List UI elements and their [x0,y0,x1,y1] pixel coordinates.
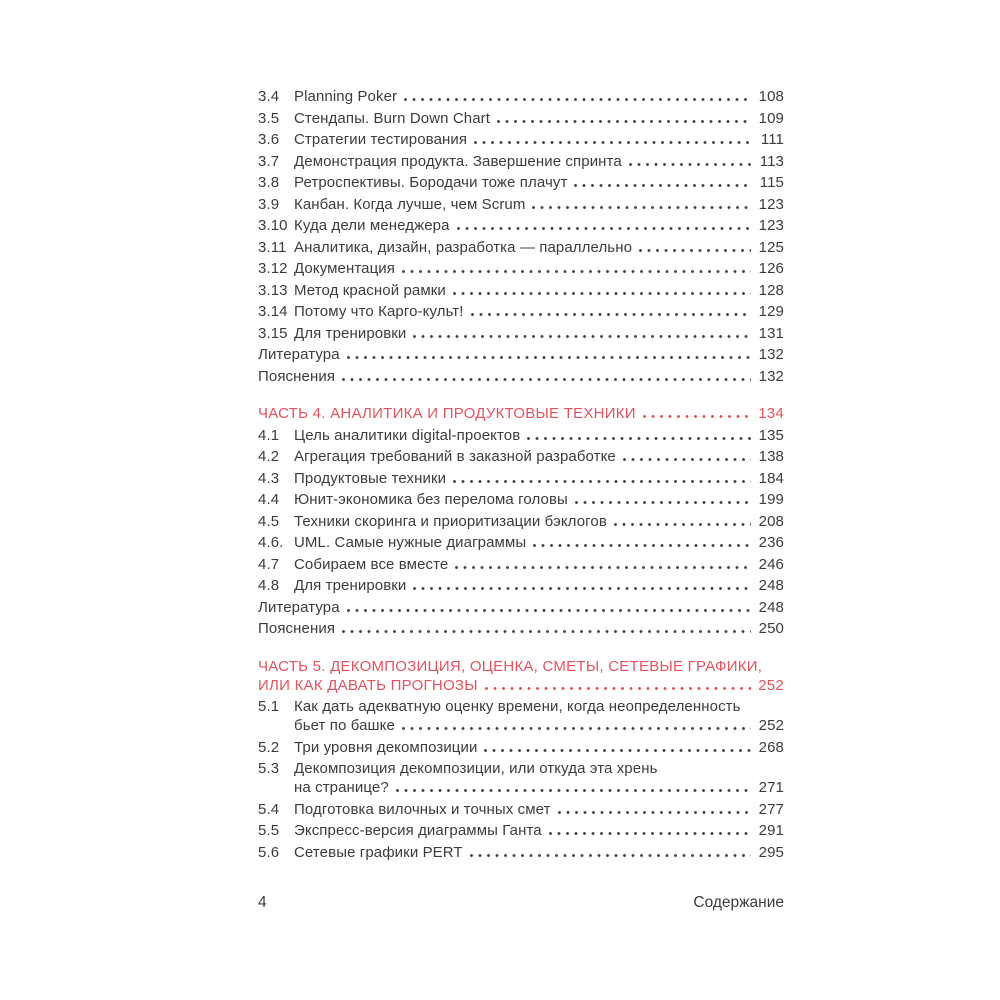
toc-entry-number: 3.7 [258,152,280,170]
toc-entry-title: UML. Самые нужные диаграммы [294,534,527,551]
toc-entry-title: Экспресс-версия диаграммы Ганта [294,822,542,839]
dot-leader [342,630,751,633]
toc-row [258,801,784,823]
toc-entry-page: 295 [758,843,784,861]
toc-row [258,325,784,347]
toc-entry-page: 108 [758,88,784,105]
toc-entry-title: Литература [258,598,340,616]
toc-entry-number: 3.10 [258,217,288,234]
toc-entry-title: Стратегии тестирования [294,131,468,148]
toc-entry-number: 5.3 [258,760,280,777]
toc-entry-page: 246 [758,555,784,573]
toc-entry-page: 236 [758,534,784,551]
toc-row [258,196,784,218]
toc-entry-page: 131 [758,324,784,342]
toc-row [258,131,784,153]
toc-entry-page: 109 [758,109,784,127]
toc-entry-title: Собираем все вместе [294,555,449,573]
toc-entry-title: ИЛИ КАК ДАВАТЬ ПРОГНОЗЫ [258,676,478,694]
dot-leader [396,789,751,792]
toc-entry-title: Planning Poker [294,88,398,105]
toc-row [258,303,784,325]
toc-row [258,779,784,801]
dot-leader [453,480,751,483]
toc-entry-title: Канбан. Когда лучше, чем Scrum [294,195,526,213]
toc-entry-title: Ретроспективы. Бородачи тоже плачут [294,174,568,191]
dot-leader [342,378,751,381]
dot-leader [455,566,751,569]
toc-entry-title: ЧАСТЬ 5. ДЕКОМПОЗИЦИЯ, ОЦЕНКА, СМЕТЫ, СЕТЕВЫЕ ГРАФИКИ, [258,657,763,675]
dot-leader [614,523,751,526]
toc-entry-title: Пояснения [258,620,336,637]
dot-leader [629,163,751,166]
toc-row [258,346,784,368]
dot-leader [497,120,751,123]
toc-entry-title: Демонстрация продукта. Завершение спринта [294,152,622,170]
dot-leader [402,270,751,273]
toc-entry-title: Потому что Карго-культ! [294,303,464,320]
toc-entry-page: 132 [758,367,784,385]
toc-row [258,368,784,390]
toc-section [258,405,784,642]
dot-leader [413,587,751,590]
dot-leader [474,141,751,144]
toc-entry-page: 123 [758,195,784,213]
toc-entry-page: 199 [758,491,784,508]
toc-entry-number: 3.15 [258,324,288,342]
toc-row [258,577,784,599]
toc-entry-page: 138 [758,448,784,465]
dot-leader [404,98,751,101]
toc-entry-title: Как дать адекватную оценку времени, когда неопределенность [294,698,741,715]
toc-entry-number: 3.12 [258,260,288,277]
toc-entry-number: 4.4 [258,491,280,508]
toc-entry-number: 3.4 [258,88,280,105]
toc-row [258,620,784,642]
toc-entry-title: Пояснения [258,367,336,385]
toc-entry-number: 4.7 [258,555,280,573]
toc-entry-page: 111 [760,131,784,148]
toc-entry-title: ЧАСТЬ 4. АНАЛИТИКА И ПРОДУКТОВЫЕ ТЕХНИКИ [258,405,636,422]
toc-section [258,658,784,866]
toc-row [258,174,784,196]
toc-entry-title: Документация [294,260,396,277]
toc-entry-title: Стендапы. Burn Down Chart [294,109,491,127]
toc-row [258,822,784,844]
dot-leader [574,184,751,187]
dot-leader [639,249,751,252]
toc-entry-number: 3.13 [258,281,288,299]
dot-leader [457,227,751,230]
toc-row [258,491,784,513]
toc-entry-title: Техники скоринга и приоритизации бэклогов [294,512,607,530]
toc-entry-number: 4.1 [258,426,280,444]
dot-leader [532,206,751,209]
toc-entry-title: на странице? [294,779,389,796]
toc-entry-number: 3.14 [258,303,288,320]
toc-entry-number: 5.1 [258,698,280,715]
toc-section [258,88,784,389]
toc-entry-number: 4.2 [258,448,280,465]
toc-row [258,153,784,175]
toc-entry-page: 125 [758,238,784,256]
toc-row [258,110,784,132]
dot-leader [402,727,751,730]
toc-entry-title: Для тренировки [294,324,407,342]
toc-entry-title: Для тренировки [294,577,407,594]
toc-entry-number: 5.6 [258,843,280,861]
toc-entry-title: Агрегация требований в заказной разработке [294,448,616,465]
toc-entry-page: 268 [758,738,784,756]
toc-entry-page: 135 [758,426,784,444]
toc-row [258,677,784,699]
dot-leader [643,415,751,418]
toc-entry-page: 115 [759,174,784,191]
toc-entry-page: 132 [758,346,784,363]
toc-entry-title: Аналитика, дизайн, разработка — параллельно [294,238,633,256]
dot-leader [623,458,751,461]
dot-leader [527,437,751,440]
toc-row [258,844,784,866]
toc-entry-number: 5.4 [258,800,280,818]
toc-entry-title: Цель аналитики digital-проектов [294,426,521,444]
toc-entry-title: Декомпозиция декомпозиции, или откуда эта хрень [294,760,658,777]
toc-entry-page: 128 [758,281,784,299]
dot-leader [347,609,751,612]
toc-row [258,717,784,739]
toc-row [258,760,784,779]
toc-row [258,282,784,304]
toc-entry-page: 291 [758,822,784,839]
toc-entry-page: 123 [758,217,784,234]
toc-entry-number: 3.9 [258,195,280,213]
toc-entry-page: 208 [758,512,784,530]
toc-list [258,88,784,865]
toc-entry-number: 3.5 [258,109,280,127]
dot-leader [575,501,751,504]
toc-entry-title: Продуктовые техники [294,469,447,487]
toc-row [258,534,784,556]
toc-row [258,599,784,621]
toc-entry-title: Куда дели менеджера [294,217,450,234]
toc-row [258,739,784,761]
toc-entry-number: 4.8 [258,577,280,594]
footer-page-number: 4 [258,894,267,911]
toc-entry-number: 4.5 [258,512,280,530]
toc-entry-number: 4.6. [258,534,284,551]
toc-entry-title: Три уровня декомпозиции [294,738,478,756]
dot-leader [471,313,751,316]
toc-entry-number: 4.3 [258,469,280,487]
toc-entry-title: Метод красной рамки [294,281,446,299]
toc-entry-page: 250 [758,620,784,637]
page-footer [258,894,784,912]
toc-entry-number: 3.8 [258,174,280,191]
toc-entry-page: 129 [758,303,784,320]
toc-entry-page: 248 [758,598,784,616]
dot-leader [484,749,751,752]
dot-leader [470,854,751,857]
toc-row [258,470,784,492]
dot-leader [347,356,751,359]
toc-row [258,217,784,239]
dot-leader [533,544,751,547]
toc-entry-number: 5.2 [258,738,280,756]
toc-row [258,88,784,110]
toc-entry-title: Юнит-экономика без перелома головы [294,491,568,508]
toc-entry-number: 3.6 [258,131,280,148]
toc-entry-title: бьет по башке [294,717,395,734]
toc-row [258,448,784,470]
toc-entry-page: 248 [758,577,784,594]
toc-entry-number: 3.11 [258,238,287,256]
dot-leader [485,687,751,690]
toc-row [258,698,784,717]
toc-entry-number: 5.5 [258,822,280,839]
toc-row [258,239,784,261]
footer-section-label: Содержание [693,894,784,911]
toc-row [258,427,784,449]
toc-row [258,658,784,677]
toc-entry-page: 252 [758,676,784,694]
toc-entry-page: 113 [759,152,784,170]
toc-row [258,260,784,282]
toc-row [258,556,784,578]
dot-leader [453,292,751,295]
toc-entry-page: 252 [758,717,784,734]
toc-entry-page: 126 [758,260,784,277]
dot-leader [549,832,751,835]
dot-leader [413,335,751,338]
dot-leader [558,811,751,814]
toc-row [258,513,784,535]
toc-entry-page: 134 [758,405,784,422]
toc-entry-title: Подготовка вилочных и точных смет [294,800,551,818]
toc-entry-page: 277 [758,800,784,818]
toc-entry-title: Литература [258,346,340,363]
toc-row [258,405,784,427]
toc-entry-page: 271 [758,779,784,796]
toc-entry-title: Сетевые графики PERT [294,843,463,861]
toc-entry-page: 184 [758,469,784,487]
